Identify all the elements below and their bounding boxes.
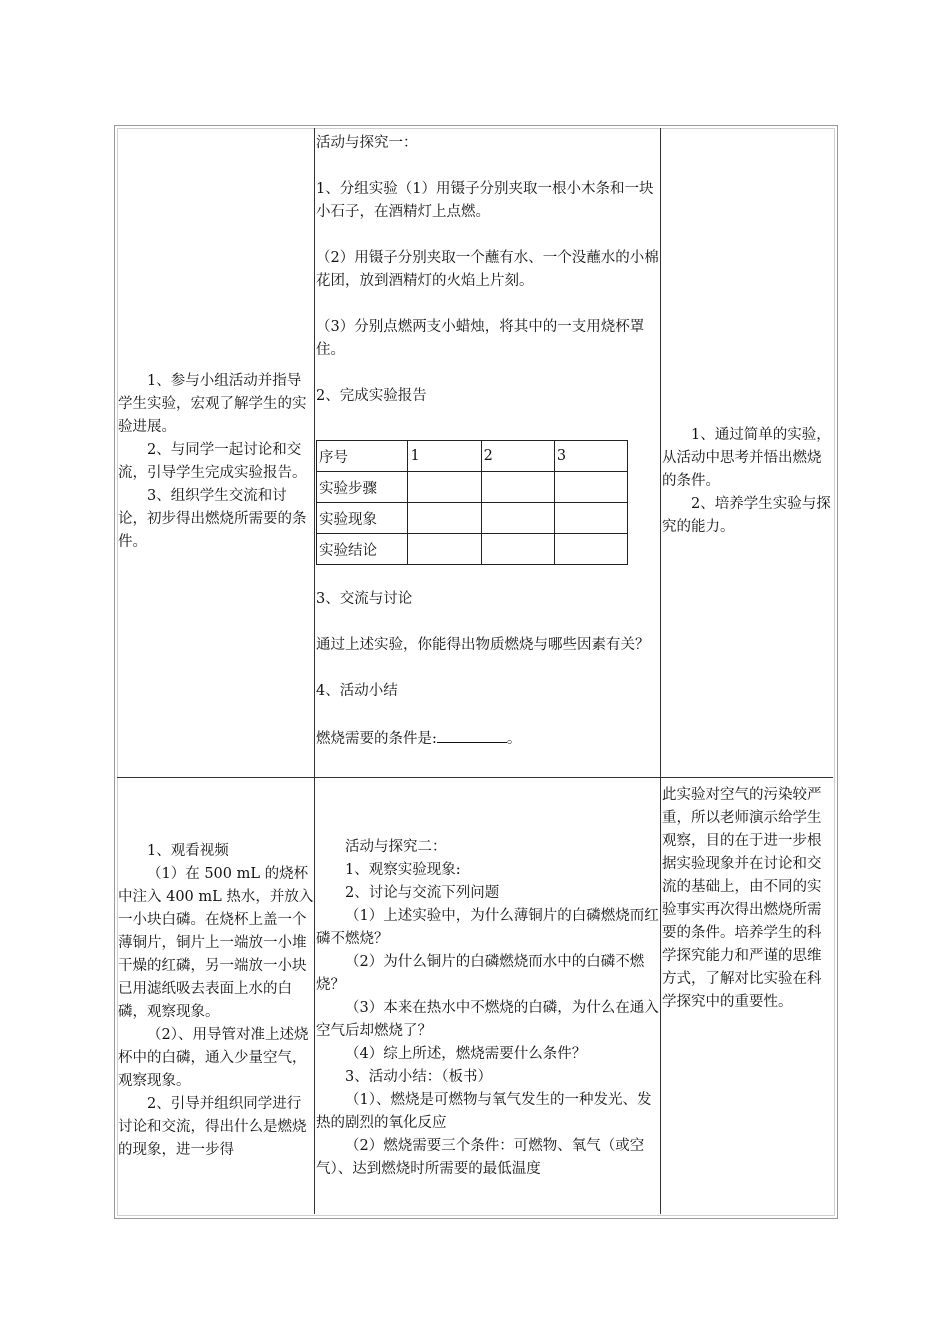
question-3: （3）本来在热水中不燃烧的白磷，为什么在通入空气后却燃烧了？ bbox=[316, 1000, 659, 1039]
column-divider-1 bbox=[314, 128, 315, 1214]
discussion-question: 通过上述实验，你能得出物质燃烧与哪些因素有关？ bbox=[316, 637, 650, 653]
design-intent-cell-1 bbox=[662, 424, 834, 539]
table-cell bbox=[408, 472, 481, 503]
question-2: （2）为什么铜片的白磷燃烧而水中的白磷不燃烧？ bbox=[316, 954, 645, 993]
experiment-step-3: （3）分别点燃两支小蜡烛，将其中的一支用烧杯罩住。 bbox=[316, 319, 645, 358]
table-cell bbox=[481, 472, 554, 503]
activity-title: 活动与探究一： bbox=[316, 135, 418, 151]
summary-prefix: 燃烧需要的条件是 bbox=[316, 731, 432, 747]
teacher-activity-step-1: （1）在 500 mL 的烧杯中注入 400 mL 热水，并放入一小块白磷。在烧杯上盖一个薄铜片，铜片上一端放一小堆干燥的红磷，另一端放一小块已用滤纸吸去表面上水的白磷，观察现象。 bbox=[118, 866, 314, 1020]
table-row bbox=[317, 503, 628, 534]
report-heading: 2、完成实验报告 bbox=[316, 388, 427, 404]
experiment-report-table bbox=[316, 440, 628, 565]
summary-suffix: 。 bbox=[506, 731, 522, 747]
teacher-activity-2: 2、与同学一起讨论和交流，引导学生完成实验报告。 bbox=[118, 442, 307, 481]
row-divider bbox=[117, 777, 833, 778]
teacher-activity-3: 3、组织学生交流和讨论，初步得出燃烧所需要的条件。 bbox=[118, 488, 307, 550]
teacher-activity-video: 1、观看视频 bbox=[147, 843, 229, 859]
design-intent-cell-2 bbox=[662, 784, 834, 1014]
design-intent-demo: 此实验对空气的污染较严重，所以老师演示给学生观察，目的在于进一步根据实验现象并在讨论和交流的基础上，由不同的实验事实再次得出燃烧所需要的条件。培养学生的科学探究能力和严谨的思维方式，了解对比实验在科学探究中的重要性。 bbox=[662, 787, 822, 1010]
table-cell bbox=[481, 534, 554, 565]
table-row bbox=[317, 472, 628, 503]
table-cell bbox=[408, 534, 481, 565]
student-activity-cell-2 bbox=[316, 836, 660, 1181]
experiment-step-2: （2）用镊子分别夹取一个蘸有水、一个没蘸水的小棉花团，放到酒精灯的火焰上片刻。 bbox=[316, 250, 659, 289]
observe-step: 1、观察实验现象: bbox=[345, 862, 461, 878]
teacher-activity-cell-1 bbox=[118, 370, 314, 554]
teacher-activity-1: 1、参与小组活动并指导学生实验，宏观了解学生的实验进展。 bbox=[118, 373, 307, 435]
table-cell bbox=[408, 503, 481, 534]
table-cell bbox=[554, 503, 627, 534]
table-row-label: 实验现象 bbox=[317, 503, 408, 534]
discuss-step: 2、讨论与交流下列问题 bbox=[345, 885, 500, 901]
design-intent-1: 1、通过简单的实验，从活动中思考并悟出燃烧的条件。 bbox=[662, 427, 831, 489]
activity-two-title: 活动与探究二： bbox=[345, 839, 447, 855]
table-row bbox=[317, 534, 628, 565]
summary-line: 燃烧需要的条件是: 。 bbox=[316, 726, 660, 751]
column-divider-2 bbox=[660, 128, 661, 1214]
summary-point-1: （1）、燃烧是可燃物与氧气发生的一种发光、发热的剧烈的氧化反应 bbox=[316, 1092, 652, 1131]
table-row bbox=[317, 441, 628, 472]
design-intent-2: 2、培养学生实验与探究的能力。 bbox=[662, 496, 831, 535]
table-row-label: 实验结论 bbox=[317, 534, 408, 565]
teacher-activity-guide: 2、引导并组织同学进行讨论和交流，得出什么是燃烧的现象，进一步得 bbox=[118, 1096, 307, 1158]
teacher-activity-step-2: （2）、用导管对准上述烧杯中的白磷，通入少量空气，观察现象。 bbox=[118, 1027, 309, 1089]
discussion-heading: 3、交流与讨论 bbox=[316, 591, 413, 607]
table-cell bbox=[554, 534, 627, 565]
table-header-cell: 序号 bbox=[317, 441, 408, 472]
table-cell bbox=[481, 503, 554, 534]
summary-heading: 4、活动小结 bbox=[316, 683, 398, 699]
table-row-label: 实验步骤 bbox=[317, 472, 408, 503]
table-cell bbox=[554, 472, 627, 503]
table-header-cell: 1 bbox=[408, 441, 481, 472]
answer-blank bbox=[437, 726, 507, 743]
student-activity-cell-1 bbox=[316, 132, 660, 408]
summary-point-2: （2）燃烧需要三个条件：可燃物、氧气（或空气）、达到燃烧时所需要的最低温度 bbox=[316, 1138, 645, 1177]
student-activity-cell-1-lower bbox=[316, 588, 660, 751]
table-header-cell: 3 bbox=[554, 441, 627, 472]
teacher-activity-cell-2 bbox=[118, 840, 314, 1162]
experiment-step-1: 1、分组实验（1）用镊子分别夹取一根小木条和一块小石子，在酒精灯上点燃。 bbox=[316, 181, 654, 220]
question-1: （1）上述实验中，为什么薄铜片的白磷燃烧而红磷不燃烧？ bbox=[316, 908, 659, 947]
table-header-cell: 2 bbox=[481, 441, 554, 472]
summary-board-heading: 3、活动小结：（板书） bbox=[345, 1069, 492, 1085]
question-4: （4）综上所述，燃烧需要什么条件？ bbox=[345, 1046, 587, 1062]
